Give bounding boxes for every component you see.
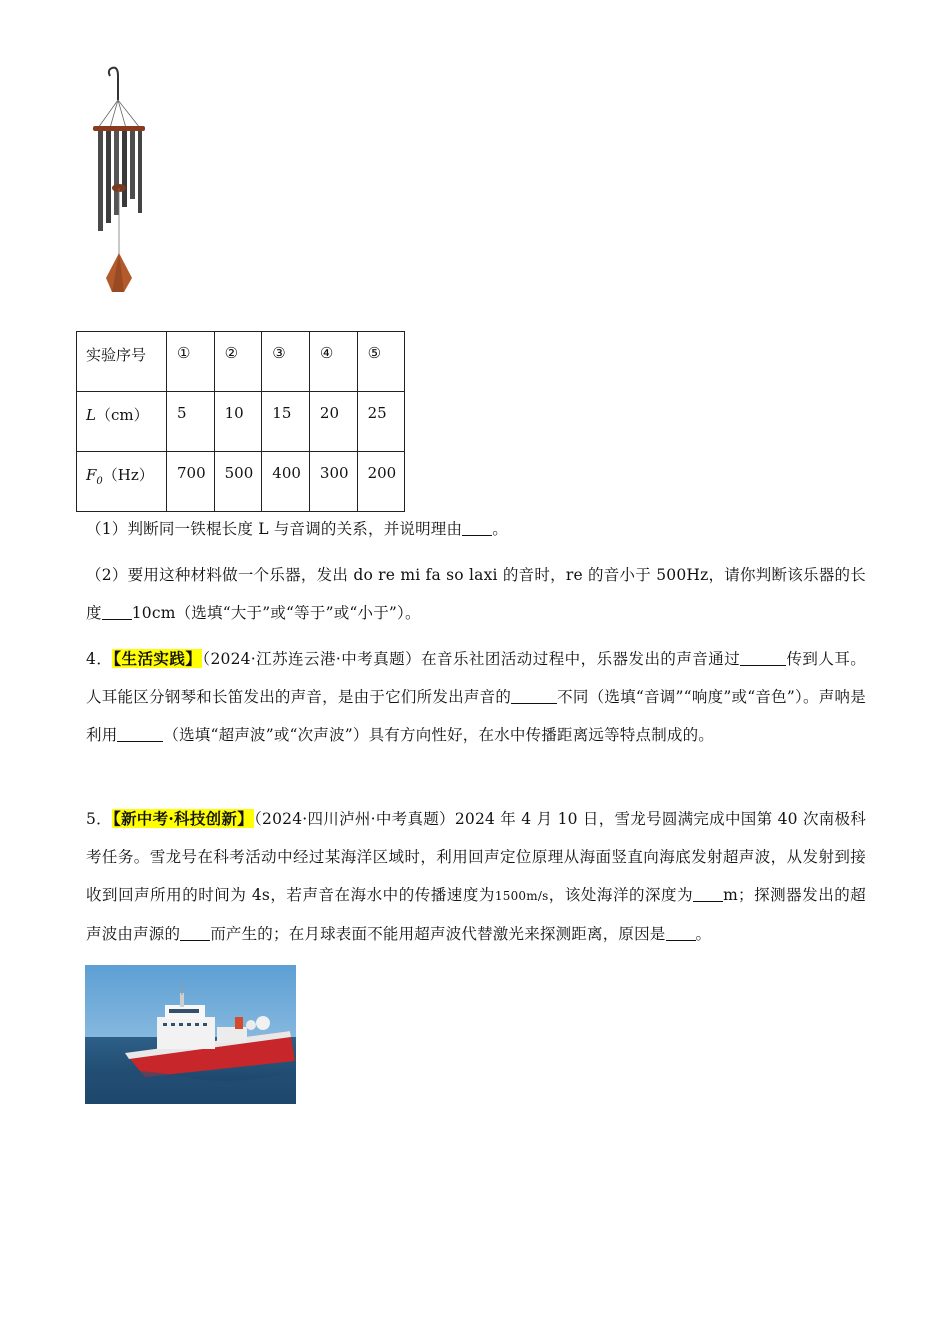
speed-value: 1500m/s [494, 889, 549, 903]
experiment-data-table [76, 331, 405, 512]
question-text: 而产生的；在月球表面不能用超声波代替激光来探测距离，原因是 [210, 925, 666, 943]
table-row [77, 332, 405, 392]
variable-subscript: 0 [96, 476, 103, 487]
question-3-part-1 [86, 510, 866, 548]
table-cell: 300 [309, 452, 357, 512]
question-text: （2024·四川泸州·中考真题）2024 年 4 月 10 日，雪龙号圆满完成中国第 40 次南极科考任务。雪龙号在科考活动中经过某海洋区域时，利用回声定位原理从海面竖直向海底发射超声波，从发射到接收到回声所用的时间为 4s，若声音在海水中的传播速度为 [86, 810, 867, 904]
answer-blank[interactable] [117, 726, 163, 742]
question-tag: 【新中考·科技创新】 [112, 809, 253, 828]
table-cell: 500 [214, 452, 262, 512]
table-cell: ② [214, 332, 262, 392]
question-number: 4． [86, 650, 113, 668]
answer-blank[interactable] [693, 886, 723, 902]
question-text: （2024·江苏连云港·中考真题）在音乐社团活动过程中，乐器发出的声音通过 [202, 650, 741, 668]
table-cell: 25 [357, 392, 405, 452]
question-text: 。 [492, 520, 508, 538]
table-cell: 15 [262, 392, 310, 452]
unit-label: （cm） [95, 406, 149, 424]
research-ship-image [85, 965, 296, 1104]
question-5 [86, 800, 866, 953]
question-text: （选填“超声波”或“次声波”）具有方向性好，在水中传播距离远等特点制成的。 [163, 726, 715, 744]
question-text: 。 [695, 925, 712, 943]
question-tag: 【生活实践】 [113, 649, 202, 668]
question-3-part-2 [86, 556, 866, 632]
question-text: ，该处海洋的深度为 [548, 886, 694, 904]
question-text: 不同（选填“音调”“响度”或“音色”）。声呐是利用 [86, 688, 866, 744]
table-cell: 20 [309, 392, 357, 452]
variable-symbol: F [86, 466, 97, 484]
question-4 [86, 640, 866, 754]
table-cell: 700 [167, 452, 215, 512]
question-text: （1）判断同一铁棍长度 L 与音调的关系，并说明理由 [86, 520, 463, 538]
table-cell: 200 [357, 452, 405, 512]
variable-symbol: L [86, 406, 96, 424]
answer-blank[interactable] [462, 520, 492, 536]
answer-blank[interactable] [102, 604, 132, 620]
answer-blank[interactable] [180, 925, 210, 941]
table-cell: 5 [167, 392, 215, 452]
table-cell: 10 [214, 392, 262, 452]
answer-blank[interactable] [511, 688, 557, 704]
question-number: 5． [86, 810, 112, 828]
table-cell: ⑤ [357, 332, 405, 392]
table-header-cell [77, 392, 167, 452]
question-text: （2）要用这种材料做一个乐器，发出 do re mi fa so laxi 的音时，re 的音小于 500Hz，请你判断该乐器的长度 [86, 566, 866, 622]
question-text: 10cm（选填“大于”或“等于”或“小于”）。 [131, 604, 421, 622]
table-cell: 400 [262, 452, 310, 512]
table-header-cell: 实验序号 [77, 332, 167, 392]
table-row [77, 452, 405, 512]
answer-blank[interactable] [666, 925, 696, 941]
answer-blank[interactable] [740, 650, 786, 666]
table-cell: ③ [262, 332, 310, 392]
wind-chime-image [88, 60, 154, 300]
question-text: m；探测器发出的超声波由声源的 [86, 886, 866, 943]
table-cell: ④ [309, 332, 357, 392]
table-row [77, 392, 405, 452]
table-cell: ① [167, 332, 215, 392]
table-header-cell [77, 452, 167, 512]
question-text: 传到人耳。人耳能区分钢琴和长笛发出的声音，是由于它们所发出声音的 [86, 650, 867, 706]
unit-label: （Hz） [102, 466, 154, 484]
